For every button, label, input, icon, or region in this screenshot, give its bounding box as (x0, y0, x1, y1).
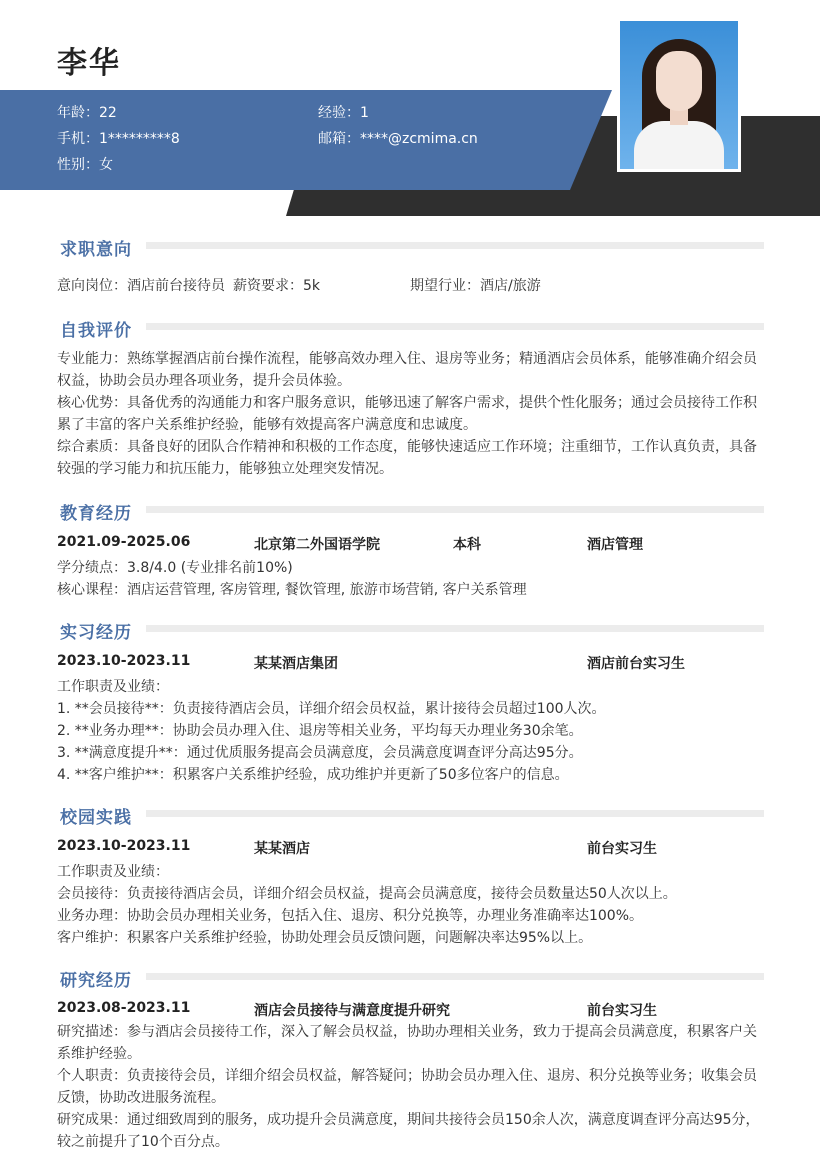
research-duties: 个人职责：负责接待会员，详细介绍会员权益，解答疑问；协助会员办理入住、退房、积分兑换等业务；收集会员反馈，协助改进服务流程。 (57, 1068, 757, 1106)
section-title-internship: 实习经历 (60, 623, 132, 643)
candidate-name: 李华 (57, 46, 121, 81)
portrait-image (620, 21, 738, 169)
portrait-shirt (634, 121, 724, 169)
campus-company: 某某酒店 (254, 841, 310, 857)
section-divider (146, 323, 764, 330)
section-title-education: 教育经历 (60, 504, 132, 524)
section-divider (146, 810, 764, 817)
research-date: 2023.08-2023.11 (57, 1000, 191, 1016)
campus-date: 2023.10-2023.11 (57, 838, 191, 854)
internship-company: 某某酒店集团 (254, 656, 338, 672)
gender-info: 性别：女 (57, 157, 113, 173)
list-item: 4. **客户维护**：积累客户关系维护经验，成功维护并更新了50多位客户的信息。 (57, 767, 569, 783)
campus-intro: 工作职责及业绩： (57, 864, 169, 880)
research-project: 酒店会员接待与满意度提升研究 (254, 1003, 450, 1019)
self-eval-quality: 综合素质：具备良好的团队合作精神和积极的工作态度，能够快速适应工作环境；注重细节，工作认真负责，具备较强的学习能力和抗压能力，能够独立处理突发情况。 (57, 439, 757, 477)
list-item: 业务办理：协助会员办理相关业务，包括入住、退房、积分兑换等，办理业务准确率达100%。 (57, 908, 644, 924)
list-item: 会员接待：负责接待酒店会员，详细介绍会员权益，提高会员满意度，接待会员数量达50人次以上。 (57, 886, 677, 902)
research-description: 研究描述：参与酒店会员接待工作，深入了解会员权益，协助办理相关业务，致力于提高会员满意度，积累客户关系维护经验。 (57, 1024, 757, 1062)
intent-position: 意向岗位：酒店前台接待员 (57, 278, 225, 294)
list-item: 3. **满意度提升**：通过优质服务提高会员满意度，会员满意度调查评分高达95分。 (57, 745, 583, 761)
education-gpa: 学分绩点：3.8/4.0 (专业排名前10%) (57, 560, 293, 576)
campus-role: 前台实习生 (587, 841, 657, 857)
section-divider (146, 973, 764, 980)
education-school: 北京第二外国语学院 (254, 537, 380, 553)
internship-date: 2023.10-2023.11 (57, 653, 191, 669)
education-degree: 本科 (453, 537, 481, 553)
education-major: 酒店管理 (587, 537, 643, 553)
self-eval-professional: 专业能力：熟练掌握酒店前台操作流程，能够高效办理入住、退房等业务；精通酒店会员体系，能够准确介绍会员权益，协助会员办理各项业务，提升会员体验。 (57, 351, 757, 389)
section-title-intent: 求职意向 (60, 240, 132, 260)
section-divider (146, 506, 764, 513)
profile-photo (617, 18, 741, 172)
internship-intro: 工作职责及业绩： (57, 679, 169, 695)
section-title-research: 研究经历 (60, 971, 132, 991)
internship-role: 酒店前台实习生 (587, 656, 685, 672)
education-date: 2021.09-2025.06 (57, 534, 191, 550)
intent-industry: 期望行业：酒店/旅游 (410, 278, 541, 294)
experience-info: 经验：1 (318, 105, 369, 121)
education-courses: 核心课程：酒店运营管理, 客房管理, 餐饮管理, 旅游市场营销, 客户关系管理 (57, 582, 527, 598)
self-eval-strength: 核心优势：具备优秀的沟通能力和客户服务意识，能够迅速了解客户需求，提供个性化服务；通过会员接待工作积累了丰富的客户关系维护经验，能够有效提高客户满意度和忠诚度。 (57, 395, 757, 433)
research-results: 研究成果：通过细致周到的服务，成功提升会员满意度，期间共接待会员150余人次，满意度调查评分高达95分，较之前提升了10个百分点。 (57, 1112, 760, 1150)
section-title-self-eval: 自我评价 (60, 321, 132, 341)
intent-salary: 薪资要求：5k (233, 278, 321, 294)
portrait-face (656, 51, 702, 111)
list-item: 客户维护：积累客户关系维护经验，协助处理会员反馈问题，问题解决率达95%以上。 (57, 930, 593, 946)
research-role: 前台实习生 (587, 1003, 657, 1019)
section-divider (146, 242, 764, 249)
list-item: 1. **会员接待**：负责接待酒店会员，详细介绍会员权益，累计接待会员超过100人次。 (57, 701, 606, 717)
phone-info: 手机：1*********8 (57, 131, 180, 147)
list-item: 2. **业务办理**：协助会员办理入住、退房等相关业务，平均每天办理业务30余笔。 (57, 723, 583, 739)
email-info: 邮箱：****@zcmima.cn (318, 131, 478, 147)
section-title-campus: 校园实践 (60, 808, 132, 828)
age-info: 年龄：22 (57, 105, 117, 121)
section-divider (146, 625, 764, 632)
